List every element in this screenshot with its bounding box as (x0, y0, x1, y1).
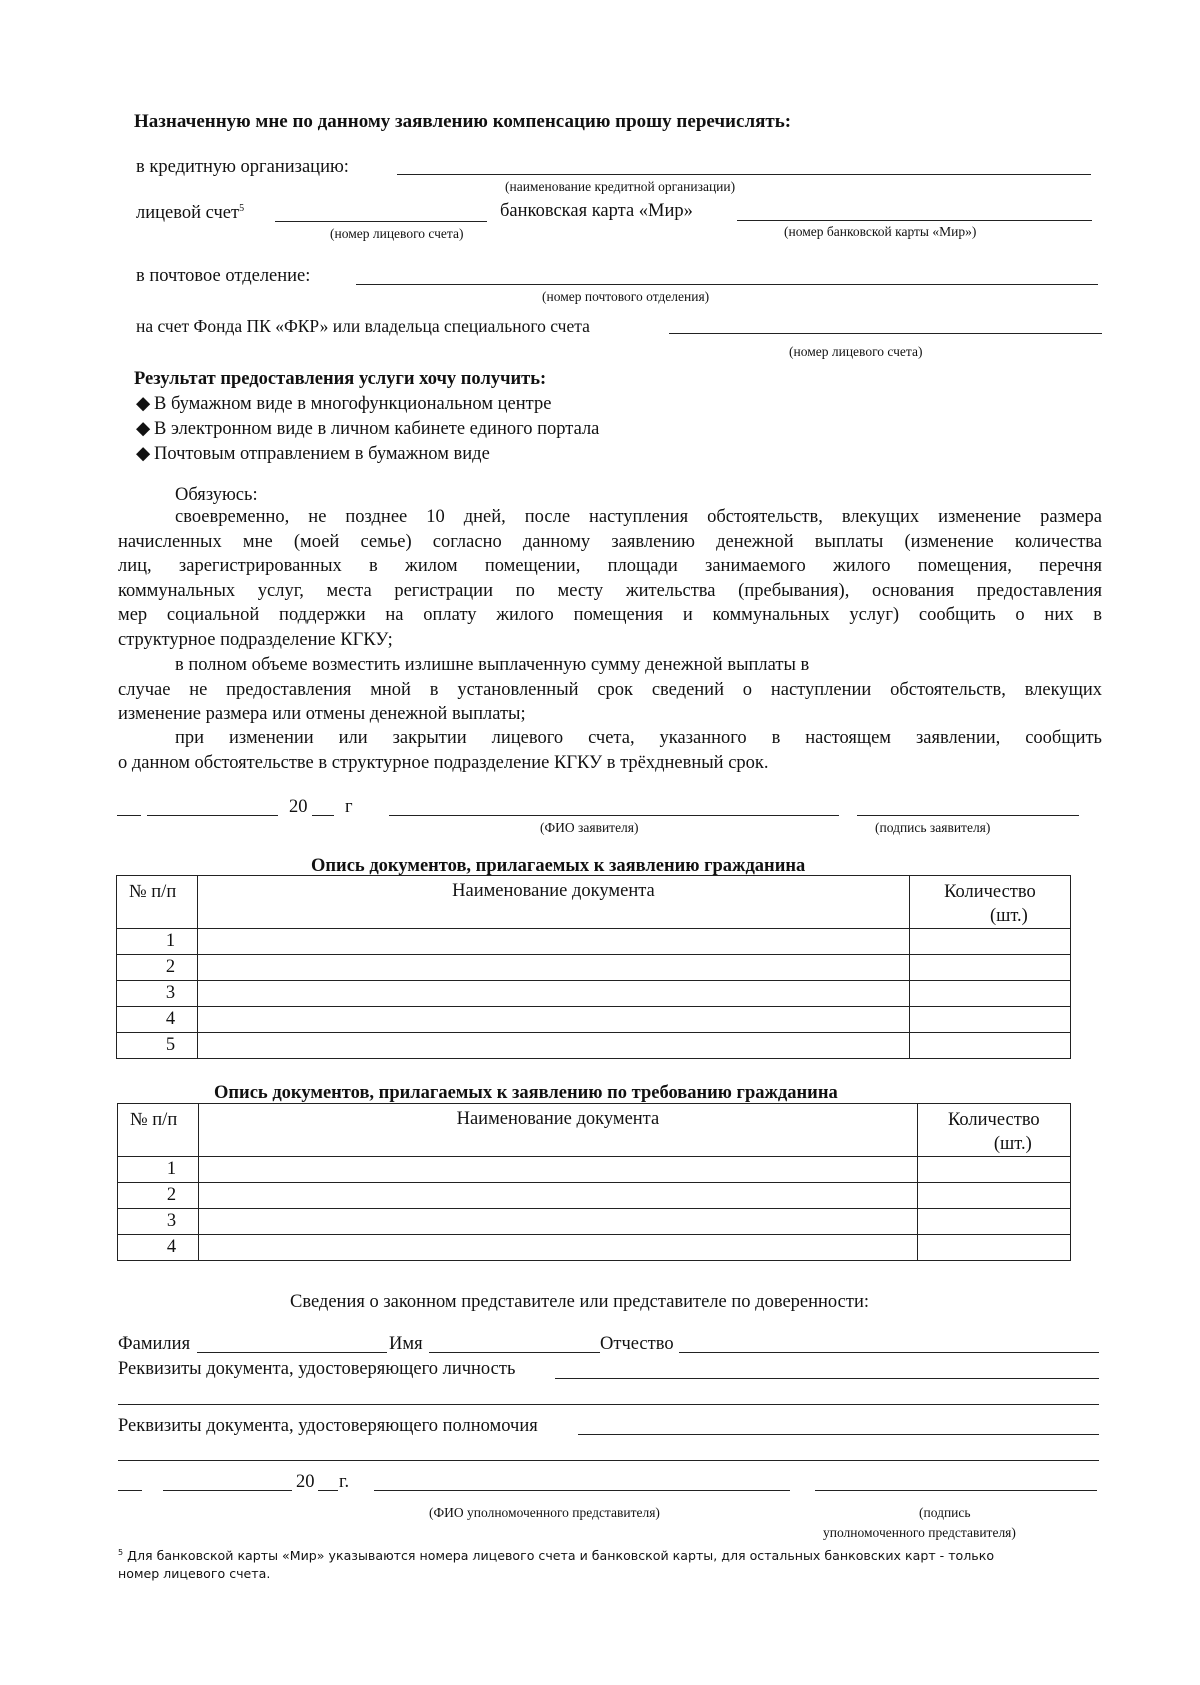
id-document-label: Реквизиты документа, удостоверяющего личность (118, 1359, 516, 1379)
documents-table (116, 875, 1071, 1059)
account-field[interactable] (275, 221, 487, 222)
obligations-title: Обязуюсь: (175, 485, 258, 505)
result-option[interactable]: ◆ Почтовым отправлением в бумажном виде (136, 444, 490, 464)
row-number: 1 (117, 929, 198, 955)
col-name-header: Наименование документа (198, 876, 910, 929)
document-name-cell[interactable] (198, 981, 910, 1007)
diamond-bullet-icon: ◆ (136, 419, 151, 439)
applicant-day-field[interactable] (117, 815, 141, 816)
table-row (118, 1209, 1071, 1235)
mir-card-hint: (номер банковской карты «Мир») (784, 224, 977, 239)
footnote: $^5$ Для банковской карты «Мир» указываются номера лицевого счета и банковской карты, для остальных банковских карт - только номер лицевого счета. (118, 1548, 995, 1582)
authority-document-label: Реквизиты документа, удостоверяющего полномочия (118, 1416, 538, 1436)
col-qty-header: Количество (шт.) (909, 876, 1070, 929)
row-number: 5 (117, 1033, 198, 1059)
account-hint: (номер лицевого счета) (330, 226, 464, 241)
quantity-cell[interactable] (917, 1157, 1070, 1183)
col-name-header: Наименование документа (199, 1104, 918, 1157)
diamond-bullet-icon: ◆ (136, 394, 151, 414)
representative-signature-field[interactable] (815, 1490, 1097, 1491)
post-office-hint: (номер почтового отделения) (542, 289, 710, 304)
table-row (117, 981, 1071, 1007)
requested-documents-table (117, 1103, 1071, 1261)
row-number: 3 (117, 981, 198, 1007)
quantity-cell[interactable] (917, 1209, 1070, 1235)
table-row (117, 1033, 1071, 1059)
post-office-field[interactable] (356, 284, 1098, 285)
account-label: лицевой счет$^5$ (136, 203, 245, 224)
obligation-paragraph-1: своевременно, не позднее 10 дней, после наступления обстоятельств, влекущих изменение размера начисленных мне (моей семье) согласно данному заявлению денежной выплаты (изменение количества лиц, зарегистрированных в жилом помещении, площади занимаемого жилого помещения, перечня коммунальных услуг, места регистрации по месту жительства (пребывания), основания предоставления мер социальной поддержки на оплату жилого помещения и коммунальных услуг) сообщить о них в структурное подразделение КГКУ; (118, 507, 1102, 650)
first-name-label: Имя (389, 1334, 423, 1354)
row-number: 4 (117, 1007, 198, 1033)
surname-label: Фамилия (118, 1334, 191, 1354)
table-row (117, 929, 1071, 955)
col-qty-header: Количество (шт.) (917, 1104, 1070, 1157)
representative-year-suffix: г. (339, 1472, 350, 1492)
authority-document-field[interactable] (578, 1434, 1099, 1435)
result-option[interactable]: ◆ В бумажном виде в многофункциональном центре (136, 394, 552, 414)
representative-year-prefix: 20 (296, 1472, 315, 1492)
quantity-cell[interactable] (909, 981, 1070, 1007)
applicant-fio-field[interactable] (389, 815, 839, 816)
quantity-cell[interactable] (909, 955, 1070, 981)
quantity-cell[interactable] (909, 1033, 1070, 1059)
representative-year-field[interactable] (318, 1490, 338, 1491)
table1-title: Опись документов, прилагаемых к заявлению гражданина (311, 856, 806, 876)
representative-day-field[interactable] (118, 1490, 142, 1491)
col-number-header: № п/п (117, 876, 198, 929)
applicant-year-suffix: г (345, 797, 353, 817)
fund-account-label: на счет Фонда ПК «ФКР» или владельца специального счета (136, 316, 590, 336)
surname-field[interactable] (197, 1352, 387, 1353)
representative-month-field[interactable] (163, 1490, 292, 1491)
table2-title: Опись документов, прилагаемых к заявлению по требованию гражданина (214, 1083, 838, 1103)
result-option[interactable]: ◆ В электронном виде в личном кабинете единого портала (136, 419, 600, 439)
id-document-field-line2[interactable] (118, 1404, 1099, 1405)
representative-fio-hint: (ФИО уполномоченного представителя) (429, 1505, 660, 1520)
quantity-cell[interactable] (917, 1235, 1070, 1261)
applicant-signature-hint: (подпись заявителя) (875, 820, 991, 835)
first-name-field[interactable] (429, 1352, 600, 1353)
col-number-header: № п/п (118, 1104, 199, 1157)
applicant-month-field[interactable] (147, 815, 278, 816)
row-number: 4 (118, 1235, 199, 1261)
applicant-year-field[interactable] (312, 815, 334, 816)
table-row (118, 1183, 1071, 1209)
credit-org-field[interactable] (397, 174, 1091, 175)
quantity-cell[interactable] (909, 1007, 1070, 1033)
patronymic-label: Отчество (600, 1334, 674, 1354)
applicant-fio-hint: (ФИО заявителя) (540, 820, 639, 835)
table-row (117, 1007, 1071, 1033)
row-number: 3 (118, 1209, 199, 1235)
applicant-signature-field[interactable] (857, 815, 1079, 816)
mir-card-label: банковская карта «Мир» (500, 201, 693, 221)
fund-account-hint: (номер лицевого счета) (789, 344, 923, 359)
credit-org-hint: (наименование кредитной организации) (505, 179, 736, 194)
table-row (118, 1235, 1071, 1261)
post-office-label: в почтовое отделение: (136, 266, 311, 286)
applicant-year-prefix: 20 (289, 797, 308, 817)
document-name-cell[interactable] (198, 929, 910, 955)
row-number: 2 (117, 955, 198, 981)
quantity-cell[interactable] (917, 1183, 1070, 1209)
representative-fio-field[interactable] (374, 1490, 790, 1491)
row-number: 1 (118, 1157, 199, 1183)
quantity-cell[interactable] (909, 929, 1070, 955)
diamond-bullet-icon: ◆ (136, 444, 151, 464)
document-name-cell[interactable] (198, 1007, 910, 1033)
patronymic-field[interactable] (679, 1352, 1099, 1353)
row-number: 2 (118, 1183, 199, 1209)
document-name-cell[interactable] (199, 1183, 918, 1209)
obligation-paragraph-2: в полном объеме возместить излишне выплаченную сумму денежной выплаты в случае не предоставления мной в установленный срок сведений о наступлении обстоятельств, влекущих изменение размера или отмены денежной выплаты; (118, 655, 1102, 725)
compensation-heading: Назначенную мне по данному заявлению компенсацию прошу перечислять: (134, 111, 792, 132)
representative-heading: Сведения о законном представителе или представителе по доверенности: (290, 1292, 869, 1312)
document-name-cell[interactable] (199, 1235, 918, 1261)
fund-account-field[interactable] (669, 333, 1102, 334)
result-heading: Результат предоставления услуги хочу получить: (134, 369, 547, 389)
representative-signature-hint-1: (подпись (919, 1505, 971, 1520)
table-row (117, 955, 1071, 981)
credit-org-label: в кредитную организацию: (136, 157, 349, 177)
document-name-cell[interactable] (199, 1209, 918, 1235)
id-document-field[interactable] (555, 1378, 1099, 1379)
document-name-cell[interactable] (199, 1157, 918, 1183)
mir-card-field[interactable] (737, 220, 1092, 221)
obligation-paragraph-3: при изменении или закрытии лицевого счета, указанного в настоящем заявлении, сообщить о данном обстоятельстве в структурное подразделение КГКУ в трёхдневный срок. (118, 728, 1102, 773)
table-row (118, 1157, 1071, 1183)
document-name-cell[interactable] (198, 1033, 910, 1059)
authority-document-field-line2[interactable] (118, 1460, 1099, 1461)
document-name-cell[interactable] (198, 955, 910, 981)
representative-signature-hint-2: уполномоченного представителя) (823, 1525, 1016, 1540)
